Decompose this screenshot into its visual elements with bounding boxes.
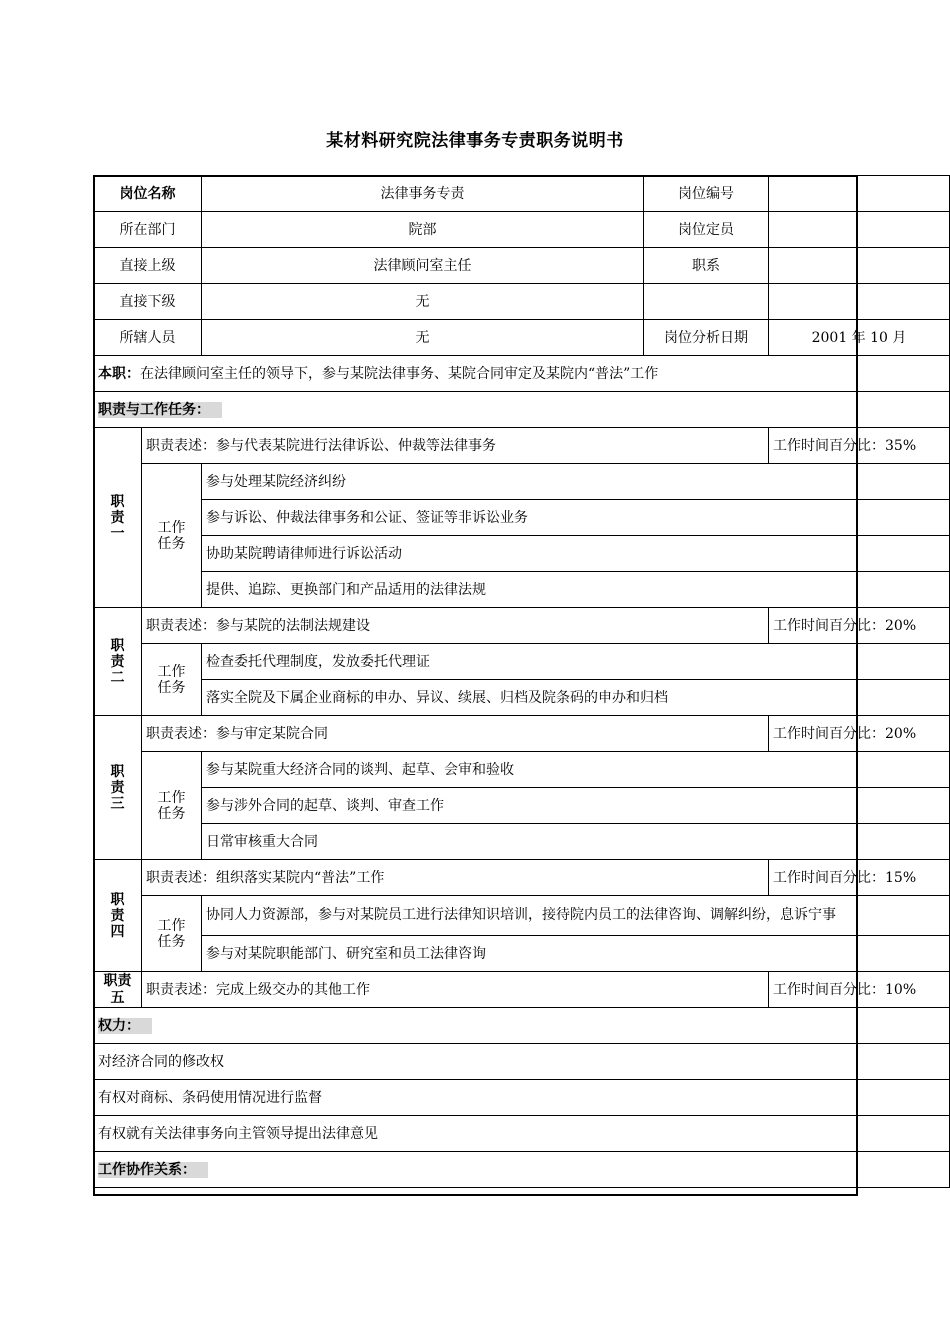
duty-1-task-1: 参与处理某院经济纠纷: [202, 464, 950, 500]
duty-3-task-3: 日常审核重大合同: [202, 824, 950, 860]
summary-label: 本职：: [98, 365, 140, 382]
summary-text: 在法律顾问室主任的领导下，参与某院法律事务、某院合同审定及某院内“普法”工作: [140, 365, 659, 382]
duty-4-task-label: 工作 任务: [142, 896, 202, 972]
duty-4-task-2: 参与对某院职能部门、研究室和员工法律咨询: [202, 936, 950, 972]
duty-4-label: 职 责 四: [94, 860, 142, 972]
duty-3-task-label: 工作 任务: [142, 752, 202, 860]
duty-2-statement: 职责表述：参与某院的法制法规建设: [142, 608, 769, 644]
duty-2-task-label: 工作 任务: [142, 644, 202, 716]
duty-1-label: 职 责 一: [94, 428, 142, 608]
duty-4-statement: 职责表述：组织落实某院内“普法”工作: [142, 860, 769, 896]
analysis-date-value: 2001 年 10 月: [769, 320, 950, 356]
authority-item-2: 有权对商标、条码使用情况进行监督: [94, 1080, 950, 1116]
duty-5-statement: 职责表述：完成上级交办的其他工作: [142, 972, 769, 1008]
managed-staff-label: 所辖人员: [94, 320, 202, 356]
superior-label: 直接上级: [94, 248, 202, 284]
duty-2-task-2: 落实全院及下属企业商标的申办、异议、续展、归档及院条码的申办和归档: [202, 680, 950, 716]
duty-2-time: 工作时间百分比：20%: [769, 608, 950, 644]
relations-label: 工作协作关系：: [98, 1162, 208, 1178]
duty-1-task-2: 参与诉讼、仲裁法律事务和公证、签证等非诉讼业务: [202, 500, 950, 536]
authority-label: 权力：: [98, 1018, 152, 1034]
duty-2-label: 职 责 二: [94, 608, 142, 716]
department-value: 院部: [202, 212, 644, 248]
duty-5-time: 工作时间百分比：10%: [769, 972, 950, 1008]
duty-3-label: 职 责 三: [94, 716, 142, 860]
page-title: 某材料研究院法律事务专责职务说明书: [326, 131, 624, 151]
position-name-label: 岗位名称: [94, 176, 202, 212]
duty-1-task-label: 工作 任务: [142, 464, 202, 608]
authority-item-1: 对经济合同的修改权: [94, 1044, 950, 1080]
duty-3-time: 工作时间百分比：20%: [769, 716, 950, 752]
duties-section-label: 职责与工作任务：: [98, 402, 222, 418]
duty-1-task-3: 协助某院聘请律师进行诉讼活动: [202, 536, 950, 572]
duty-3-task-1: 参与某院重大经济合同的谈判、起草、会审和验收: [202, 752, 950, 788]
headcount-label: 岗位定员: [644, 212, 769, 248]
duty-3-statement: 职责表述：参与审定某院合同: [142, 716, 769, 752]
table-outer-border: [93, 175, 858, 1196]
superior-value: 法律顾问室主任: [202, 248, 644, 284]
duty-1-statement: 职责表述：参与代表某院进行法律诉讼、仲裁等法律事务: [142, 428, 769, 464]
subordinate-label: 直接下级: [94, 284, 202, 320]
duty-2-task-1: 检查委托代理制度，发放委托代理证: [202, 644, 950, 680]
position-name-value: 法律事务专责: [202, 176, 644, 212]
duty-3-task-2: 参与涉外合同的起草、谈判、审查工作: [202, 788, 950, 824]
analysis-date-label: 岗位分析日期: [644, 320, 769, 356]
department-label: 所在部门: [94, 212, 202, 248]
authority-item-3: 有权就有关法律事务向主管领导提出法律意见: [94, 1116, 950, 1152]
duty-1-time: 工作时间百分比：35%: [769, 428, 950, 464]
duty-1-task-4: 提供、追踪、更换部门和产品适用的法律法规: [202, 572, 950, 608]
managed-staff-value: 无: [202, 320, 644, 356]
subordinate-value: 无: [202, 284, 644, 320]
duty-4-time: 工作时间百分比：15%: [769, 860, 950, 896]
duty-5-label: 职责 五: [94, 972, 142, 1008]
duty-4-task-1: 协同人力资源部，参与对某院员工进行法律知识培训，接待院内员工的法律咨询、调解纠纷，息诉宁事: [202, 896, 950, 936]
job-family-label: 职系: [644, 248, 769, 284]
position-code-label: 岗位编号: [644, 176, 769, 212]
